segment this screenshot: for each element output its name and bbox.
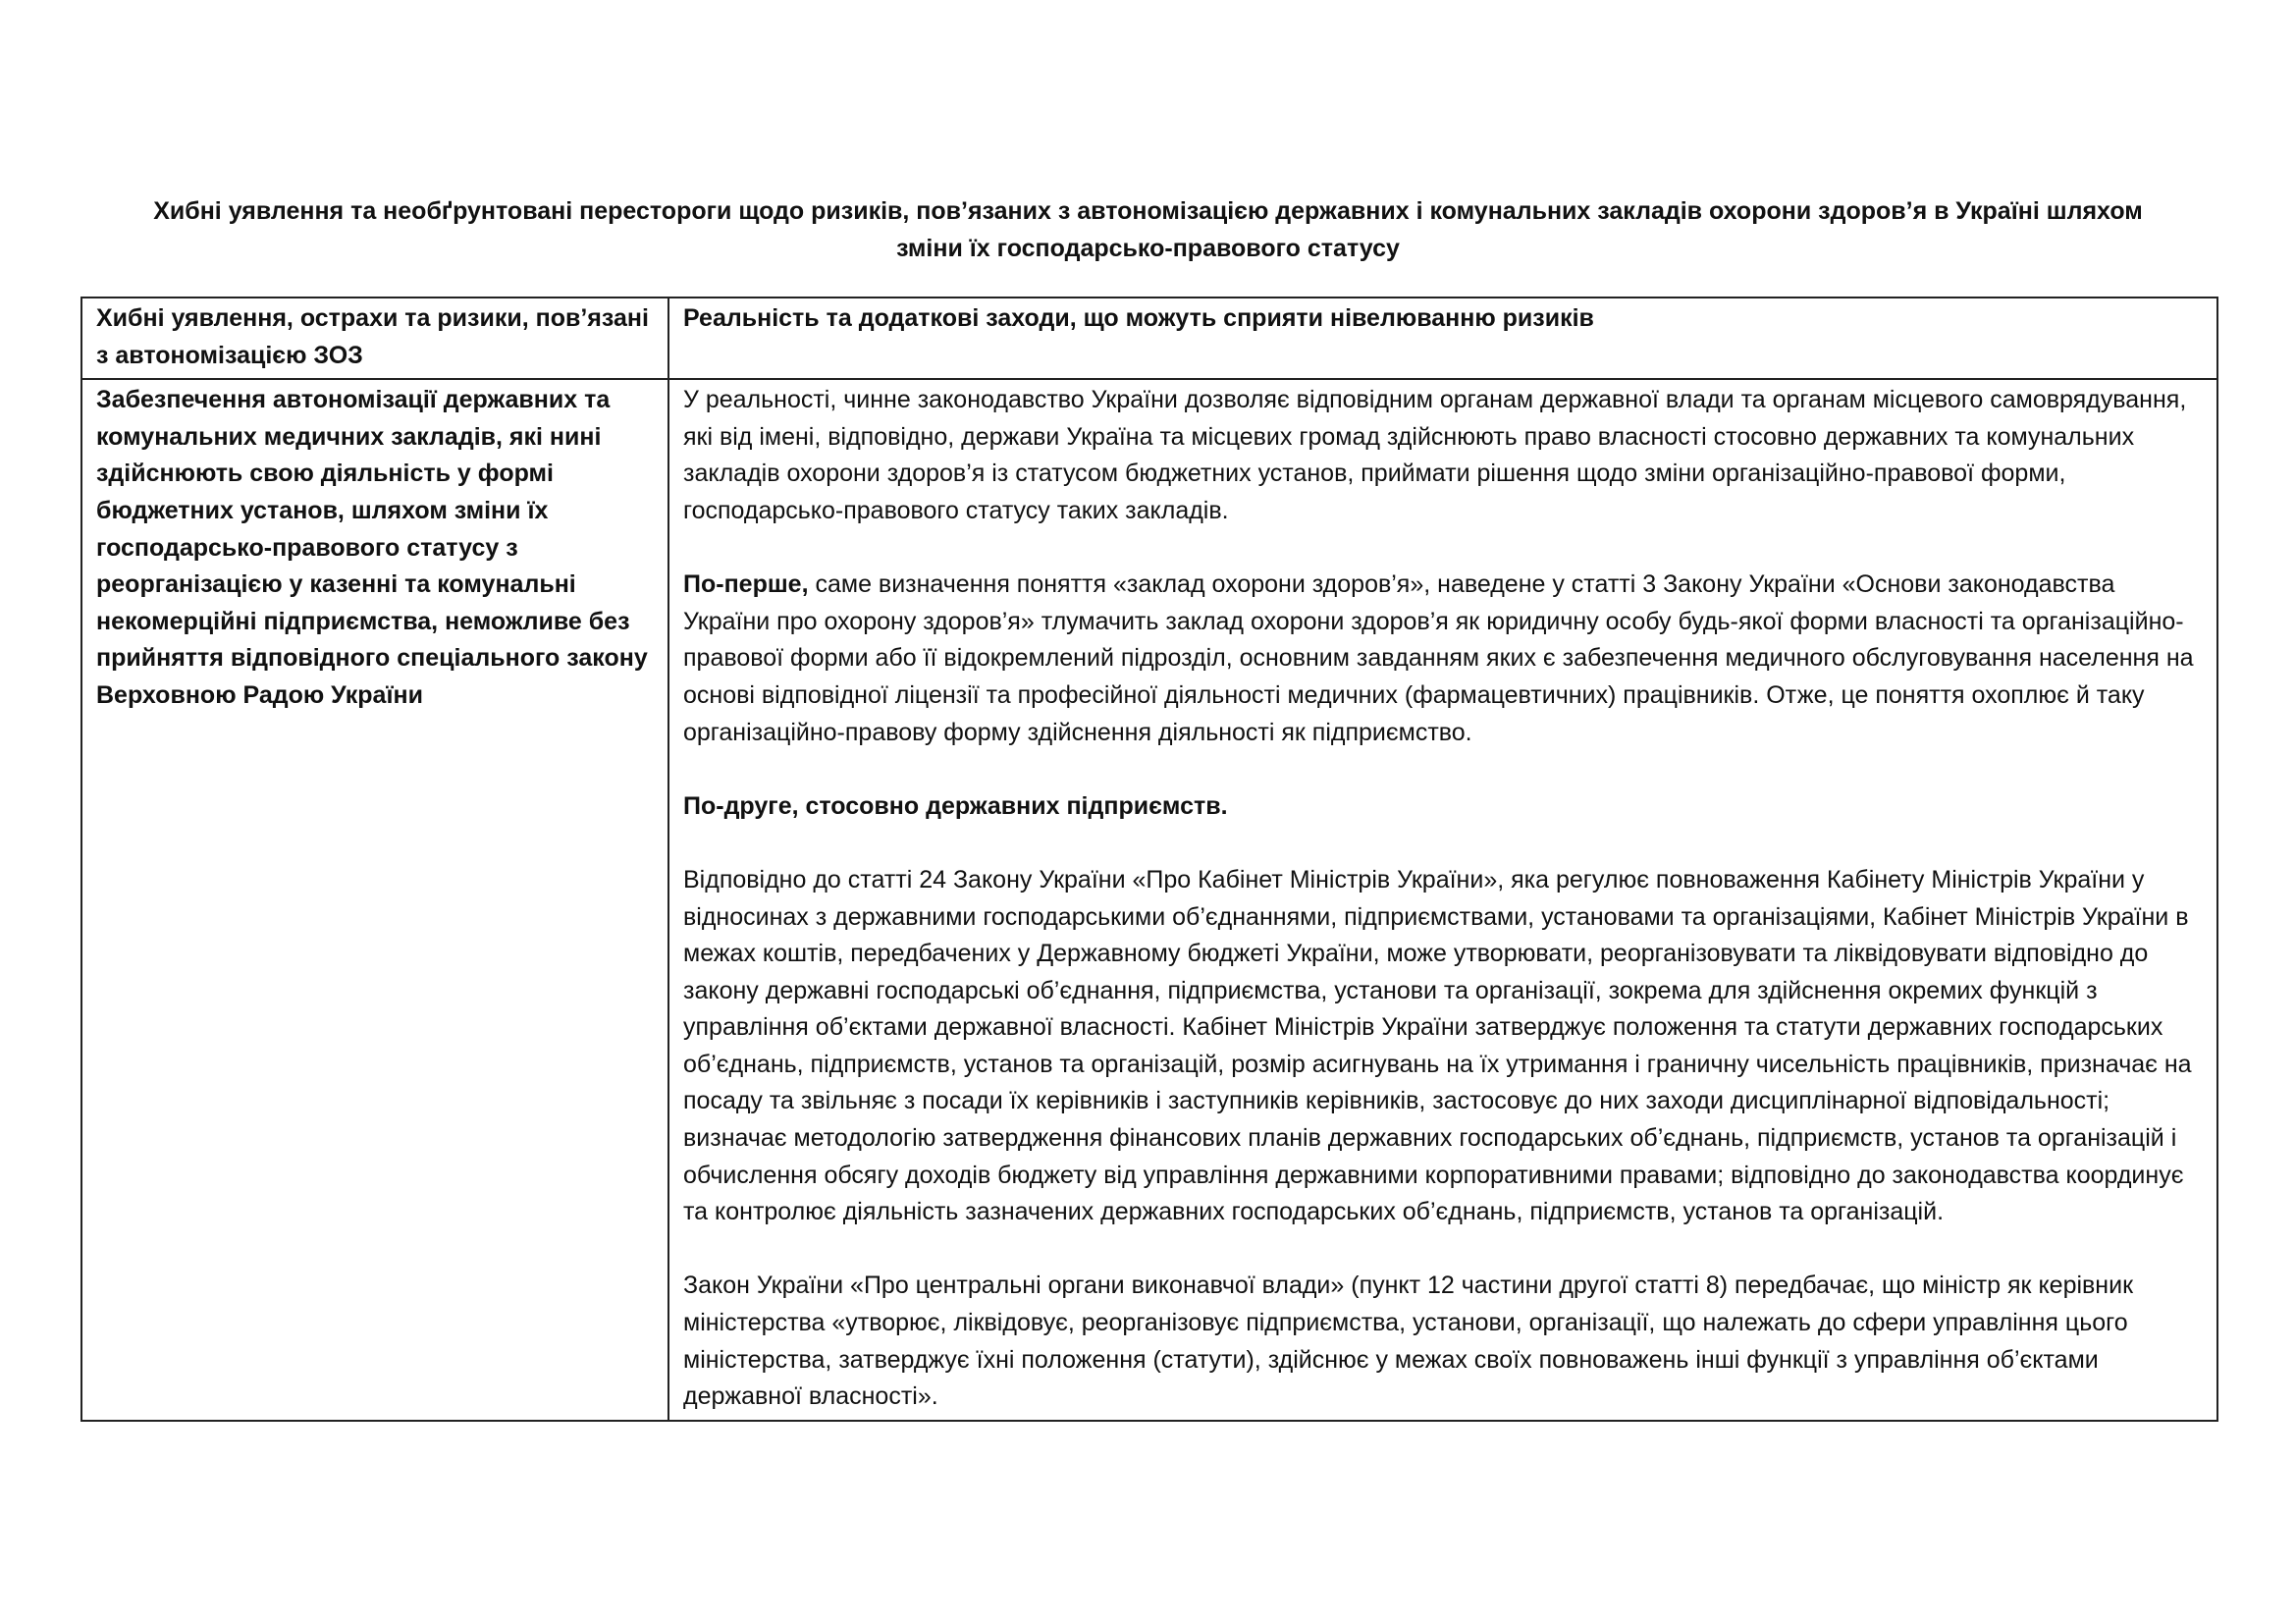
comparison-table: [80, 297, 2218, 1422]
paragraph-cabinet-law: Відповідно до статті 24 Закону України «Про Кабінет Міністрів України», яка регулює повноваження Кабінету Міністрів України у відносинах з державними господарськими об’єднаннями, підприємствами, установами та організаціями, Кабінет Міністрів України в межах коштів, передбачених у Державному бюджеті України, може утворювати, реорганізовувати та ліквідовувати відповідно до закону державні господарські об’єднання, підприємства, установи та організації, зокрема для здійснення окремих функцій з управління об’єктами державної власності. Кабінет Міністрів України затверджує положення та статути державних господарських об’єднань, підприємств, установ та організацій, розмір асигнувань на їх утримання і граничну чисельність працівників, призначає на посаду та звільняє з посади їх керівників і заступників керівників, застосовує до них заходи дисциплінарної відповідальності; визначає методологію затвердження фінансових планів державних господарських об’єднань, підприємств, установ та організацій і обчислення обсягу доходів бюджету від управління державними корпоративними правами; відповідно до законодавства координує та контролює діяльність зазначених державних господарських об’єднань, підприємств, установ та організацій.: [683, 865, 2192, 1226]
header-misconceptions: Хибні уявлення, острахи та ризики, пов’язані з автономізацією ЗОЗ: [81, 298, 668, 379]
paragraph-central-bodies-law: Закон України «Про центральні органи виконавчої влади» (пункт 12 частини другої статті 8) передбачає, що міністр як керівник міністерства «утворює, ліквідовує, реорганізовує підприємства, установи, організації, що належать до сфери управління цього міністерства, затверджує їхні положення (статути), здійснює у межах своїх повноважень інші функції з управління об’єктами державної власності».: [683, 1272, 2134, 1411]
misconception-cell: Забезпечення автономізації державних та комунальних медичних закладів, які нині здійснюють свою діяльність у формі бюджетних установ, шляхом зміни їх господарсько-правового статусу з реорганізацією у казенні та комунальні некомерційні підприємства, неможливе без прийняття відповідного спеціального закону Верховною Радою України: [81, 379, 668, 1421]
table-header-row: [81, 298, 2217, 379]
table-row: [81, 379, 2217, 1421]
paragraph-reality-intro: У реальності, чинне законодавство України дозволяє відповідним органам державної влади та органам місцевого самоврядування, які від імені, відповідно, держави Україна та місцевих громад здійснюють право власності стосовно державних та комунальних закладів охорони здоров’я із статусом бюджетних установ, приймати рішення щодо зміни організаційно-правової форми, господарсько-правового статусу таких закладів.: [683, 386, 2187, 524]
reality-cell: [668, 379, 2217, 1421]
first-point-text: саме визначення поняття «заклад охорони здоров’я», наведене у статті 3 Закону України «Основи законодавства України про охорону здоров’я» тлумачить заклад охорони здоров’я як юридичну особу будь-якої форми власності та організаційно-правової форми або її відокремлений підрозділ, основним завданням яких є забезпечення медичного обслуговування населення на основі відповідної ліцензії та професійної діяльності медичних (фармацевтичних) працівників. Отже, це поняття охоплює й таку організаційно-правову форму здійснення діяльності як підприємство.: [683, 570, 2194, 746]
paragraph-first-point: [683, 567, 2203, 751]
header-reality: Реальність та додаткові заходи, що можуть сприяти нівелюванню ризиків: [668, 298, 2217, 379]
first-point-lead: По-перше,: [683, 570, 809, 599]
page-title: Хибні уявлення та необґрунтовані перестороги щодо ризиків, пов’язаних з автономізацією державних і комунальних закладів охорони здоров’я в Україні шляхом зміни їх господарсько-правового статусу: [153, 197, 2143, 262]
paragraph-second-point-heading: По-друге, стосовно державних підприємств.: [683, 791, 1228, 820]
